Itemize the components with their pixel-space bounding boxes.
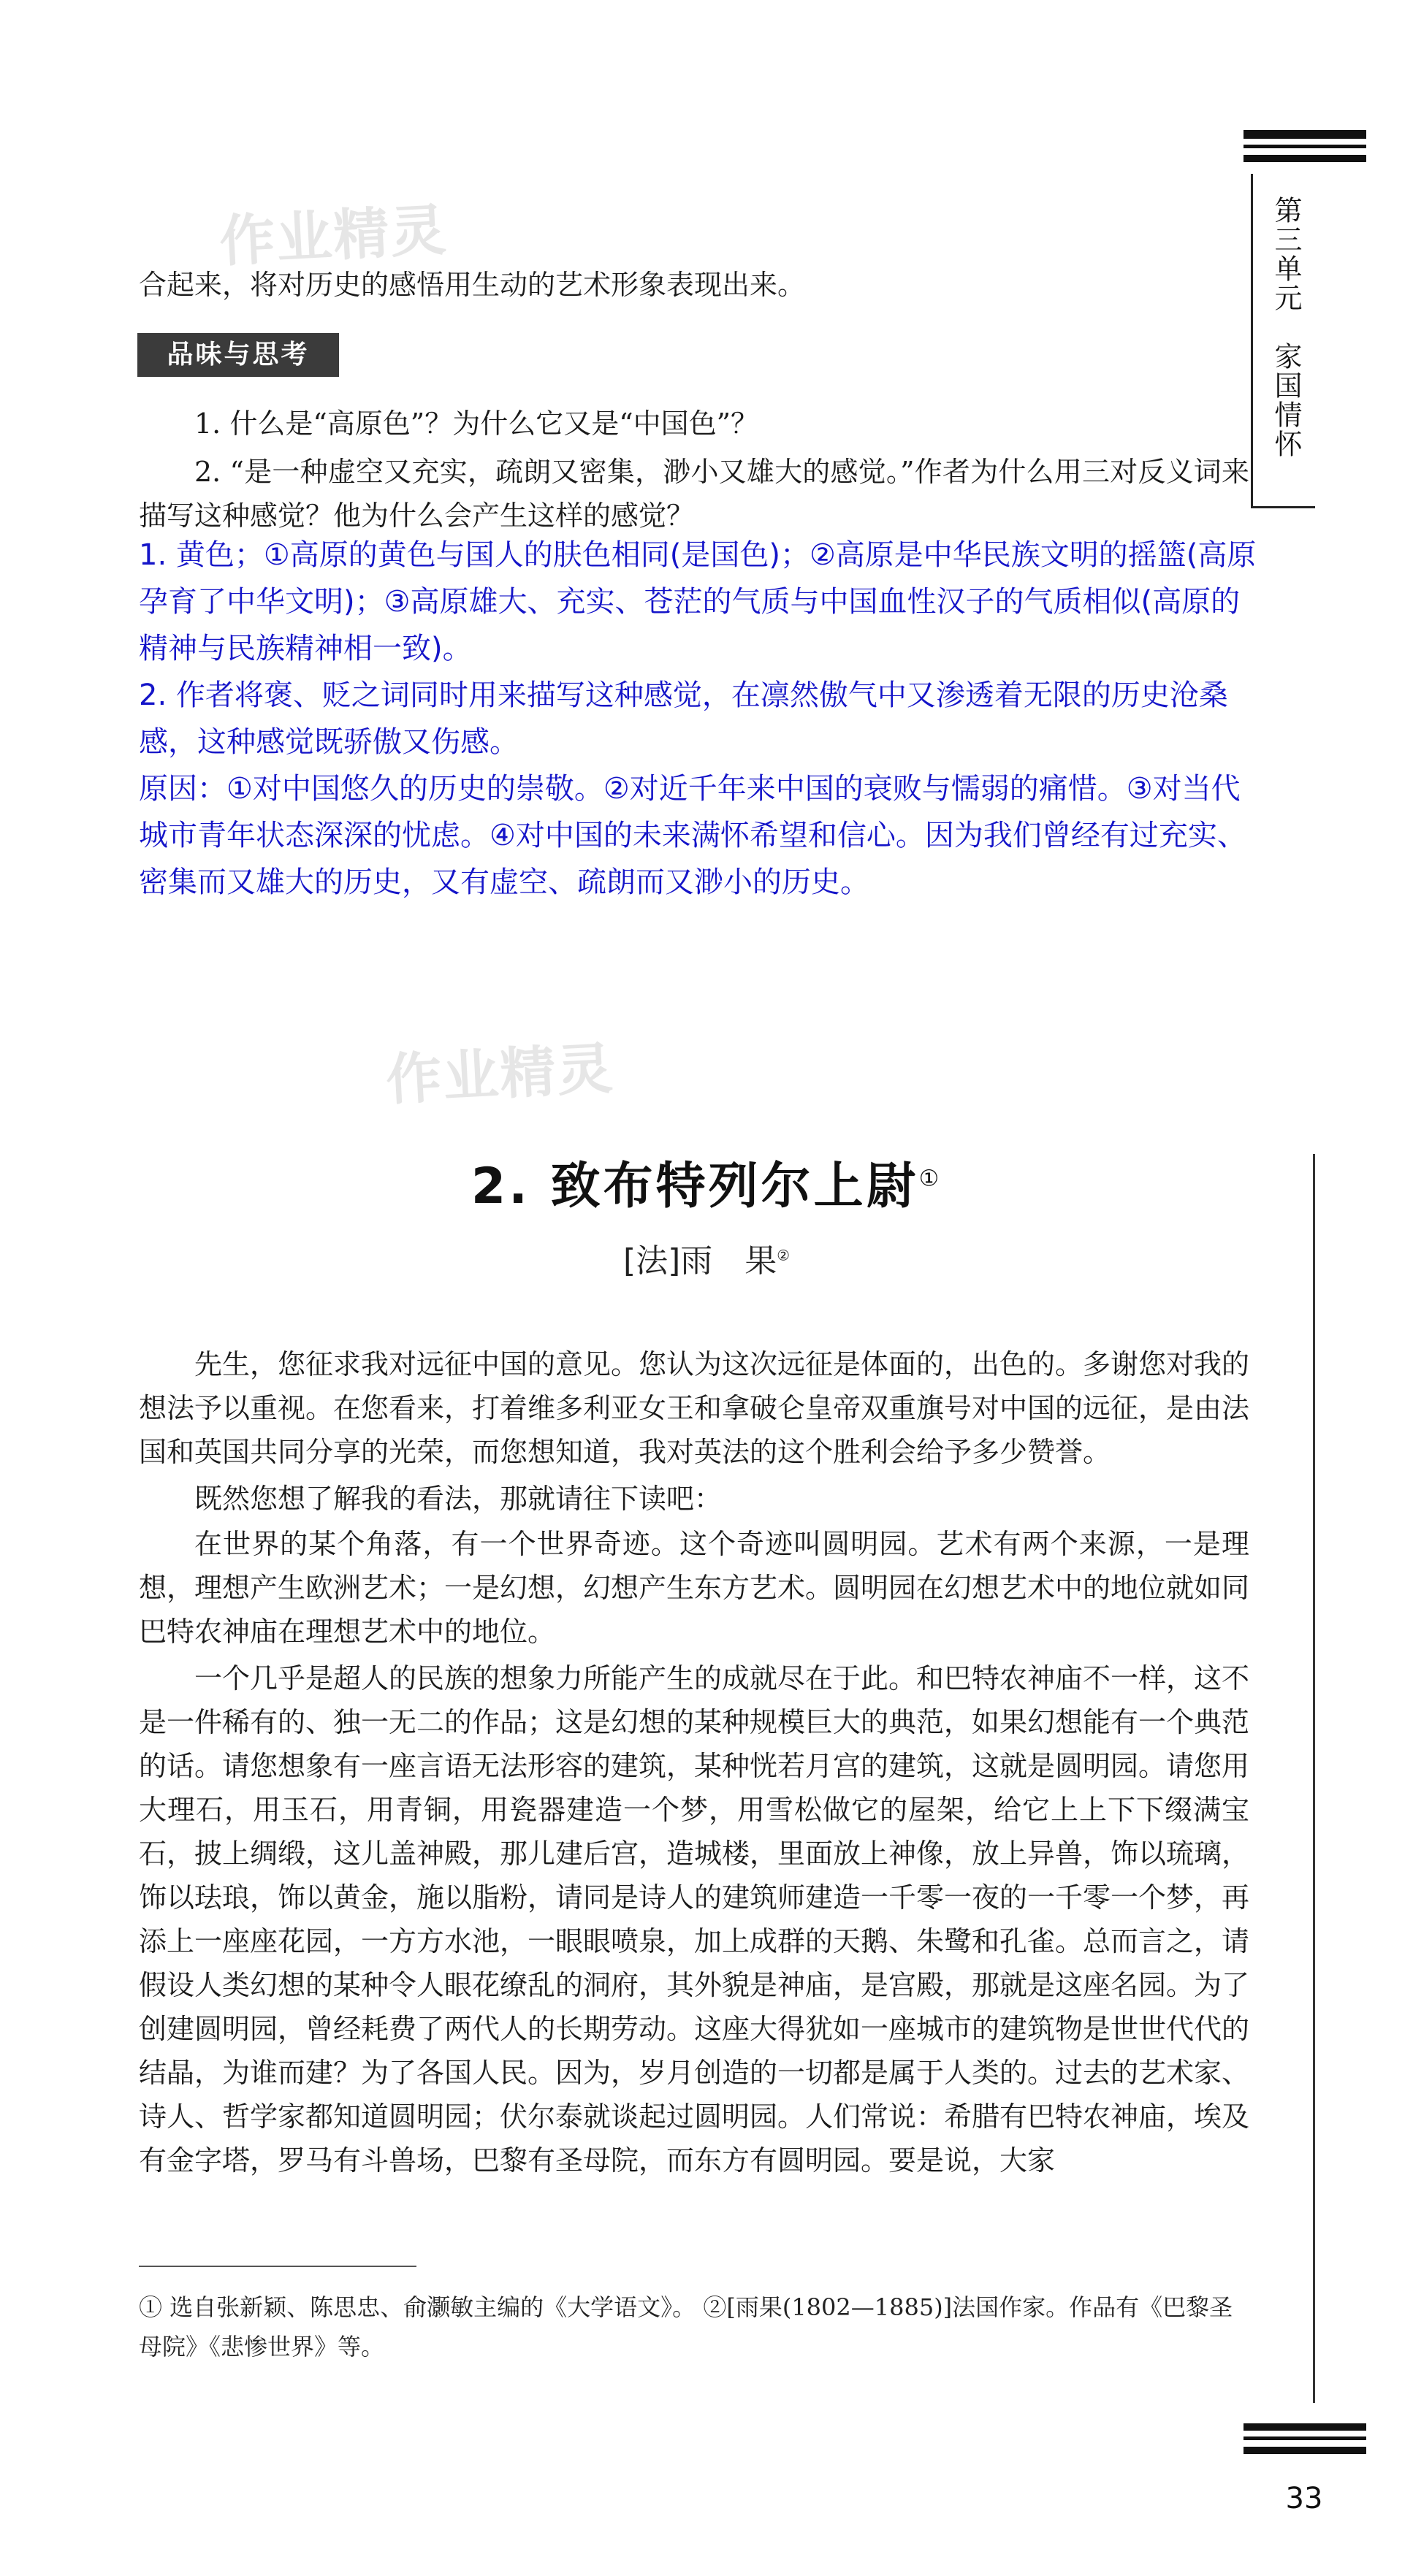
header-bar-thick [1243,130,1366,139]
answer-2: 2. 作者将褒、贬之词同时用来描写这种感觉，在凛然傲气中又渗透着无限的历史沧桑感，这种感觉既骄傲又伤感。 [139,679,1228,759]
footer-bar-thick [1243,2423,1366,2431]
paragraph-3: 在世界的某个角落，有一个世界奇迹。这个奇迹叫圆明园。艺术有两个来源，一是理想，理想产生欧洲艺术；一是幻想，幻想产生东方艺术。圆明园在幻想艺术中的地位就如同巴特农神庙在理想艺术中的地位。 [139,1528,1250,1648]
chapter-title [0,1147,1413,1218]
chapter-title-text: 2. 致布特列尔上尉 [471,1158,919,1215]
paragraph-4: 一个几乎是超人的民族的想象力所能产生的成就尽在于此。和巴特农神庙不一样，这不是一件稀有的、独一无二的作品；这是幻想的某种规模巨大的典范，如果幻想能有一个典范的话。请您想象有一座言语无法形容的建筑，某种恍若月宫的建筑，这就是圆明园。请您用大理石，用玉石，用青铜，用瓷器建造一个梦，用雪松做它的屋架，给它上上下下缀满宝石，披上绸缎，这儿盖神殿，那儿建后宫，造城楼，里面放上神像，放上异兽，饰以琉璃，饰以珐琅，饰以黄金，施以脂粉，请同是诗人的建筑师建造一千零一夜的一千零一个梦，再添上一座座花园，一方方水池，一眼眼喷泉，加上成群的天鹅、朱鹭和孔雀。总而言之，请假设人类幻想的某种令人眼花缭乱的洞府，其外貌是神庙，是宫殿，那就是这座名园。为了创建圆明园，曾经耗费了两代人的长期劳动。这座大得犹如一座城市的建筑物是世世代代的结晶，为谁而建？为了各国人民。因为，岁月创造的一切都是属于人类的。过去的艺术家、诗人、哲学家都知道圆明园；伏尔泰就谈起过圆明园。人们常说：希腊有巴特农神庙，埃及有金字塔，罗马有斗兽场，巴黎有圣母院，而东方有圆明园。要是说，大家 [139,1662,1250,2176]
paragraph-2: 既然您想了解我的看法，那就请往下读吧： [194,1483,723,1515]
question-2: 2. “是一种虚空又充实，疏朗又密集，渺小又雄大的感觉。”作者为什么用三对反义词来描写这种感觉？他为什么会产生这样的感觉？ [139,456,1249,532]
footnote: ① 选自张新颖、陈思忠、俞灏敏主编的《大学语文》。 ②[雨果(1802—1885)]法国作家。作品有《巴黎圣母院》《悲惨世界》等。 [139,2293,1233,2361]
section-label: 品味与思考 [137,333,339,377]
unit-tab-label: 第三单元 家国情怀 [1270,196,1302,459]
question-1: 1. 什么是“高原色”？为什么它又是“中国色”？ [194,408,759,440]
paragraph-1: 先生，您征求我对远征中国的意见。您认为这次远征是体面的，出色的。多谢您对我的想法予以重视。在您看来，打着维多利亚女王和拿破仑皇帝双重旗号对中国的远征，是由法国和英国共同分享的光荣，而您想知道，我对英法的这个胜利会给予多少赞誉。 [139,1348,1250,1468]
answer-reason: 原因：①对中国悠久的历史的崇敬。②对近千年来中国的衰败与懦弱的痛惜。③对当代城市青年状态深深的忧虑。④对中国的未来满怀希望和信心。因为我们曾经有过充实、密集而又雄大的历史，又有虚空、疏朗而又渺小的历史。 [139,772,1246,899]
intro-line: 合起来，将对历史的感悟用生动的艺术形象表现出来。 [139,269,806,301]
header-bar-thick-2 [1243,155,1366,162]
answer-1: 1. 黄色；①高原的黄色与国人的肤色相同(是国色)；②高原是中华民族文明的摇篮(高原孕育了中华文明)；③高原雄大、充实、苍茫的气质与中国血性汉子的气质相似(高原的精神与民族精神相一致)。 [139,538,1257,665]
header-bar-thin [1243,145,1366,148]
watermark-middle: 作业精灵 [384,1035,616,1113]
chapter-author-text: [法]雨 果 [622,1242,777,1280]
footnote-rule [139,2266,416,2267]
footer-bar-thick-2 [1243,2447,1366,2454]
chapter-author [0,1234,1413,1281]
chapter-title-note: ① [918,1166,942,1192]
page-number: 33 [1285,2482,1323,2515]
footer-bar-thin [1243,2437,1366,2440]
watermark-top: 作业精灵 [218,196,449,275]
right-margin-rule [1313,1154,1315,2403]
chapter-author-note: ② [777,1247,791,1264]
